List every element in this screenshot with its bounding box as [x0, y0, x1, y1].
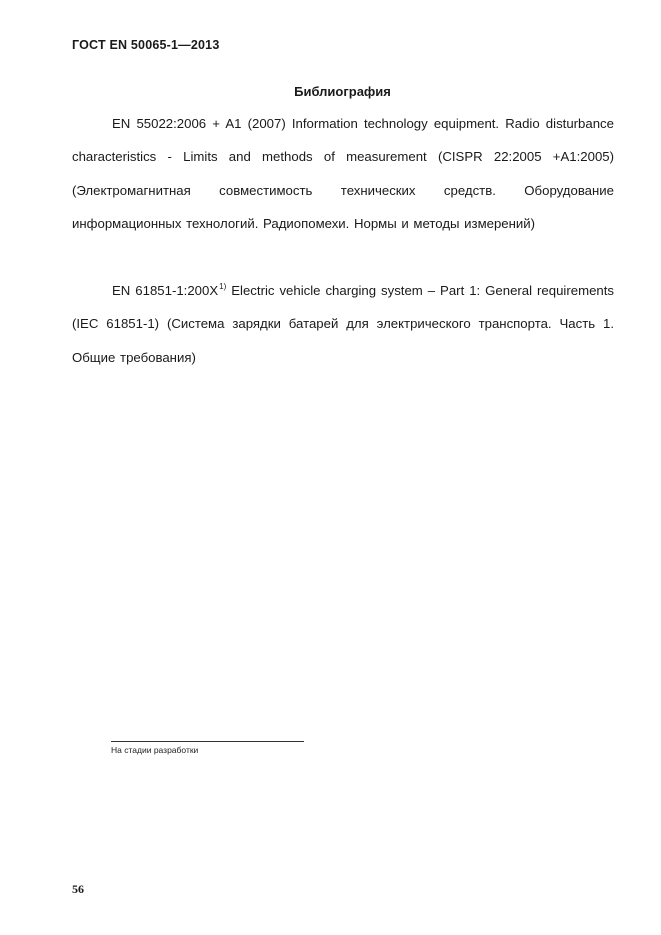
- document-header: ГОСТ EN 50065-1—2013: [72, 38, 220, 52]
- page-number: 56: [72, 882, 84, 896]
- footnote-divider: [111, 741, 304, 742]
- entry-1-text: EN 55022:2006 + A1 (2007) Information technology equipment. Radio disturbance characteristics - Limits and methods of measurement (CISPR 22:2005 +A1:2005) (Электромагнитная совместимость технических средств. Оборудование информационных технологий. Радиопомехи. Нормы и методы измерений): [72, 116, 614, 231]
- entry-2-text: Electric vehicle charging system – Part 1: General requirements (IEC 61851-1) (Система зарядки батарей для электрического транспорта. Часть 1. Общие требования): [72, 283, 615, 365]
- bibliography-entry-1: [72, 107, 614, 240]
- entry-2-code: EN 61851-1:200X: [112, 283, 219, 298]
- section-title: Библиография: [294, 84, 391, 99]
- bibliography-entry-2: [72, 274, 614, 374]
- footnote-text: На стадии разработки: [111, 745, 199, 755]
- footnote-mark: 1): [219, 282, 227, 291]
